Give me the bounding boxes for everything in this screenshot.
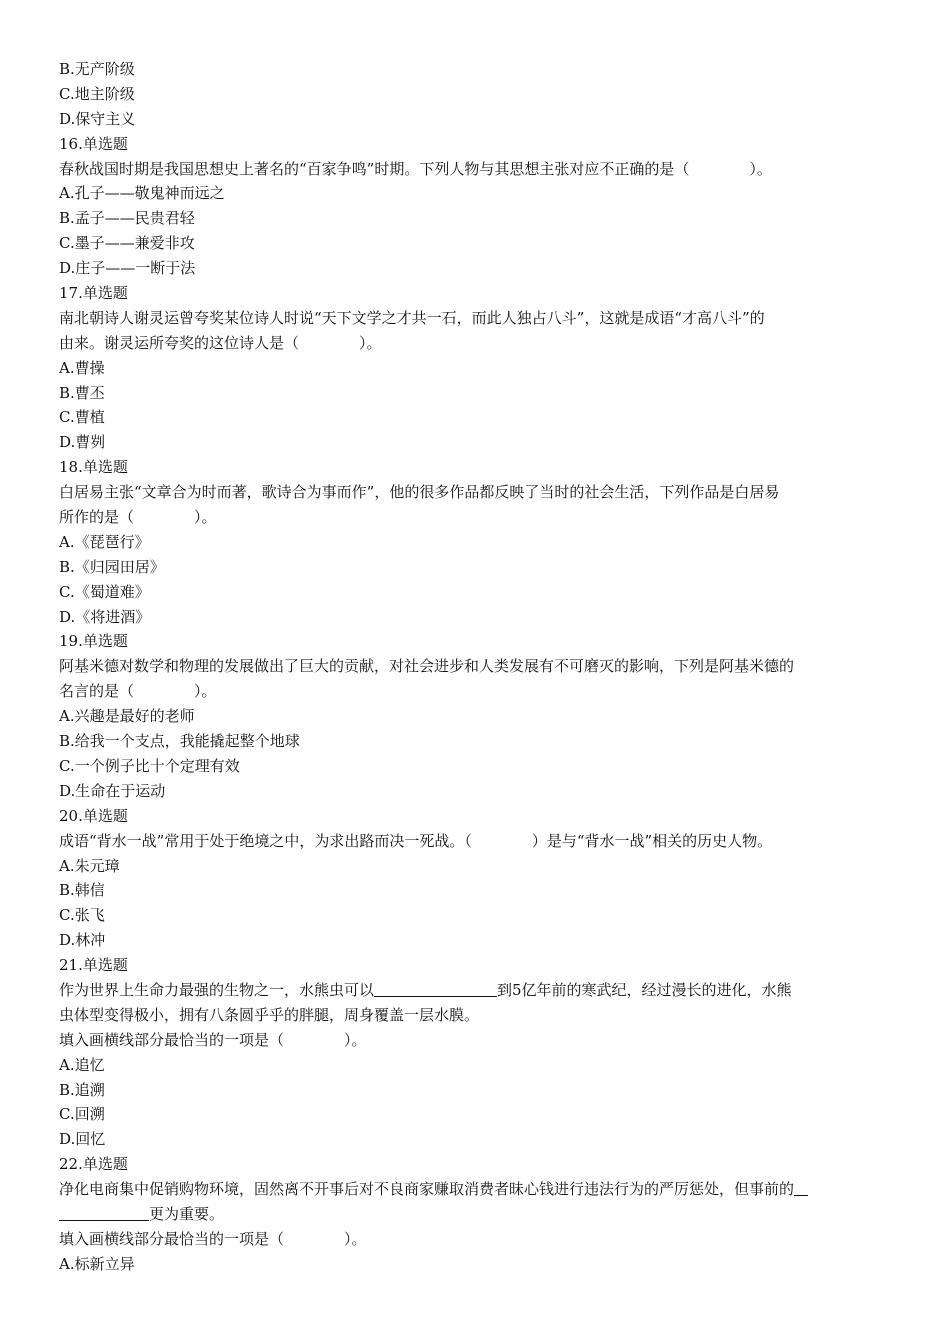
question-header: 19.单选题 bbox=[59, 632, 128, 651]
question-prompt: 填入画横线部分最恰当的一项是（ ）。 bbox=[59, 1030, 367, 1049]
stem-text: 到5亿年前的寒武纪，经过漫长的进化，水熊 bbox=[497, 980, 792, 999]
question-header: 21.单选题 bbox=[59, 956, 128, 975]
question-header: 22.单选题 bbox=[59, 1155, 128, 1174]
fill-in-blank bbox=[794, 1179, 808, 1196]
document-page bbox=[59, 57, 889, 1277]
option-item: B.无产阶级 bbox=[59, 60, 135, 78]
option-item: A.标新立异 bbox=[59, 1254, 135, 1273]
fill-in-blank bbox=[59, 1204, 149, 1221]
option-item: B.曹丕 bbox=[59, 383, 105, 402]
question-stem: 南北朝诗人谢灵运曾夸奖某位诗人时说“天下文学之才共一石，而此人独占八斗”，这就是成语“才高八斗”的 bbox=[59, 308, 765, 327]
option-item: B.《归园田居》 bbox=[59, 557, 165, 576]
stem-text: 作为世界上生命力最强的生物之一，水熊虫可以 bbox=[59, 980, 375, 999]
question-header: 16.单选题 bbox=[59, 134, 128, 153]
question-stem: 成语“背水一战”常用于处于绝境之中，为求出路而决一死战。（ ）是与“背水一战”相关的历史人物。 bbox=[59, 831, 773, 850]
option-item: D.回忆 bbox=[59, 1130, 106, 1149]
question-stem bbox=[59, 1177, 889, 1202]
option-item: B.给我一个支点，我能撬起整个地球 bbox=[59, 732, 300, 751]
option-item: D.保守主义 bbox=[59, 109, 136, 128]
stem-text: 净化电商集中促销购物环境，固然离不开事后对不良商家赚取消费者昧心钱进行违法行为的严厉惩处，但事前的 bbox=[59, 1180, 795, 1199]
question-stem: 虫体型变得极小，拥有八条圆乎乎的胖腿，周身覆盖一层水膜。 bbox=[59, 1005, 480, 1024]
option-item: C.地主阶级 bbox=[59, 84, 135, 103]
question-list bbox=[59, 57, 889, 1277]
option-item: C.回溯 bbox=[59, 1105, 105, 1124]
option-item: B.追溯 bbox=[59, 1080, 105, 1099]
fill-in-blank bbox=[374, 980, 497, 997]
option-item: B.韩信 bbox=[59, 881, 105, 900]
option-item: A.追忆 bbox=[59, 1055, 105, 1074]
question-stem: 名言的是（ ）。 bbox=[59, 682, 217, 701]
option-item: B.孟子——民贵君轻 bbox=[59, 209, 195, 228]
option-item: D.《将进酒》 bbox=[59, 607, 151, 626]
question-stem bbox=[59, 1202, 889, 1227]
question-stem: 春秋战国时期是我国思想史上著名的“百家争鸣”时期。下列人物与其思想主张对应不正确的是（ ）。 bbox=[59, 159, 772, 178]
stem-text: 更为重要。 bbox=[149, 1204, 225, 1223]
question-prompt: 填入画横线部分最恰当的一项是（ ）。 bbox=[59, 1229, 367, 1248]
question-stem: 由来。谢灵运所夸奖的这位诗人是（ ）。 bbox=[59, 333, 382, 352]
option-item: C.墨子——兼爱非攻 bbox=[59, 234, 195, 253]
option-item: C.《蜀道难》 bbox=[59, 582, 150, 601]
question-stem: 所作的是（ ）。 bbox=[59, 508, 217, 527]
option-item: C.曹植 bbox=[59, 408, 105, 427]
question-header: 17.单选题 bbox=[59, 284, 128, 303]
question-stem: 阿基米德对数学和物理的发展做出了巨大的贡献，对社会进步和人类发展有不可磨灭的影响，下列是阿基米德的 bbox=[59, 657, 795, 676]
option-item: D.生命在于运动 bbox=[59, 781, 166, 800]
option-item: D.庄子——一断于法 bbox=[59, 259, 196, 278]
option-item: C.张飞 bbox=[59, 906, 105, 925]
option-item: D.林冲 bbox=[59, 931, 106, 950]
option-item: D.曹刿 bbox=[59, 433, 106, 452]
option-item: A.兴趣是最好的老师 bbox=[59, 707, 195, 726]
question-stem bbox=[59, 978, 889, 1003]
question-stem: 白居易主张“文章合为时而著，歌诗合为事而作”，他的很多作品都反映了当时的社会生活，下列作品是白居易 bbox=[59, 483, 780, 502]
option-item: A.孔子——敬鬼神而远之 bbox=[59, 184, 225, 203]
question-header: 20.单选题 bbox=[59, 806, 128, 825]
option-item: C.一个例子比十个定理有效 bbox=[59, 756, 240, 775]
option-item: A.朱元璋 bbox=[59, 856, 120, 875]
option-item: A.《琵琶行》 bbox=[59, 532, 150, 551]
option-item: A.曹操 bbox=[59, 358, 105, 377]
question-header: 18.单选题 bbox=[59, 458, 128, 477]
